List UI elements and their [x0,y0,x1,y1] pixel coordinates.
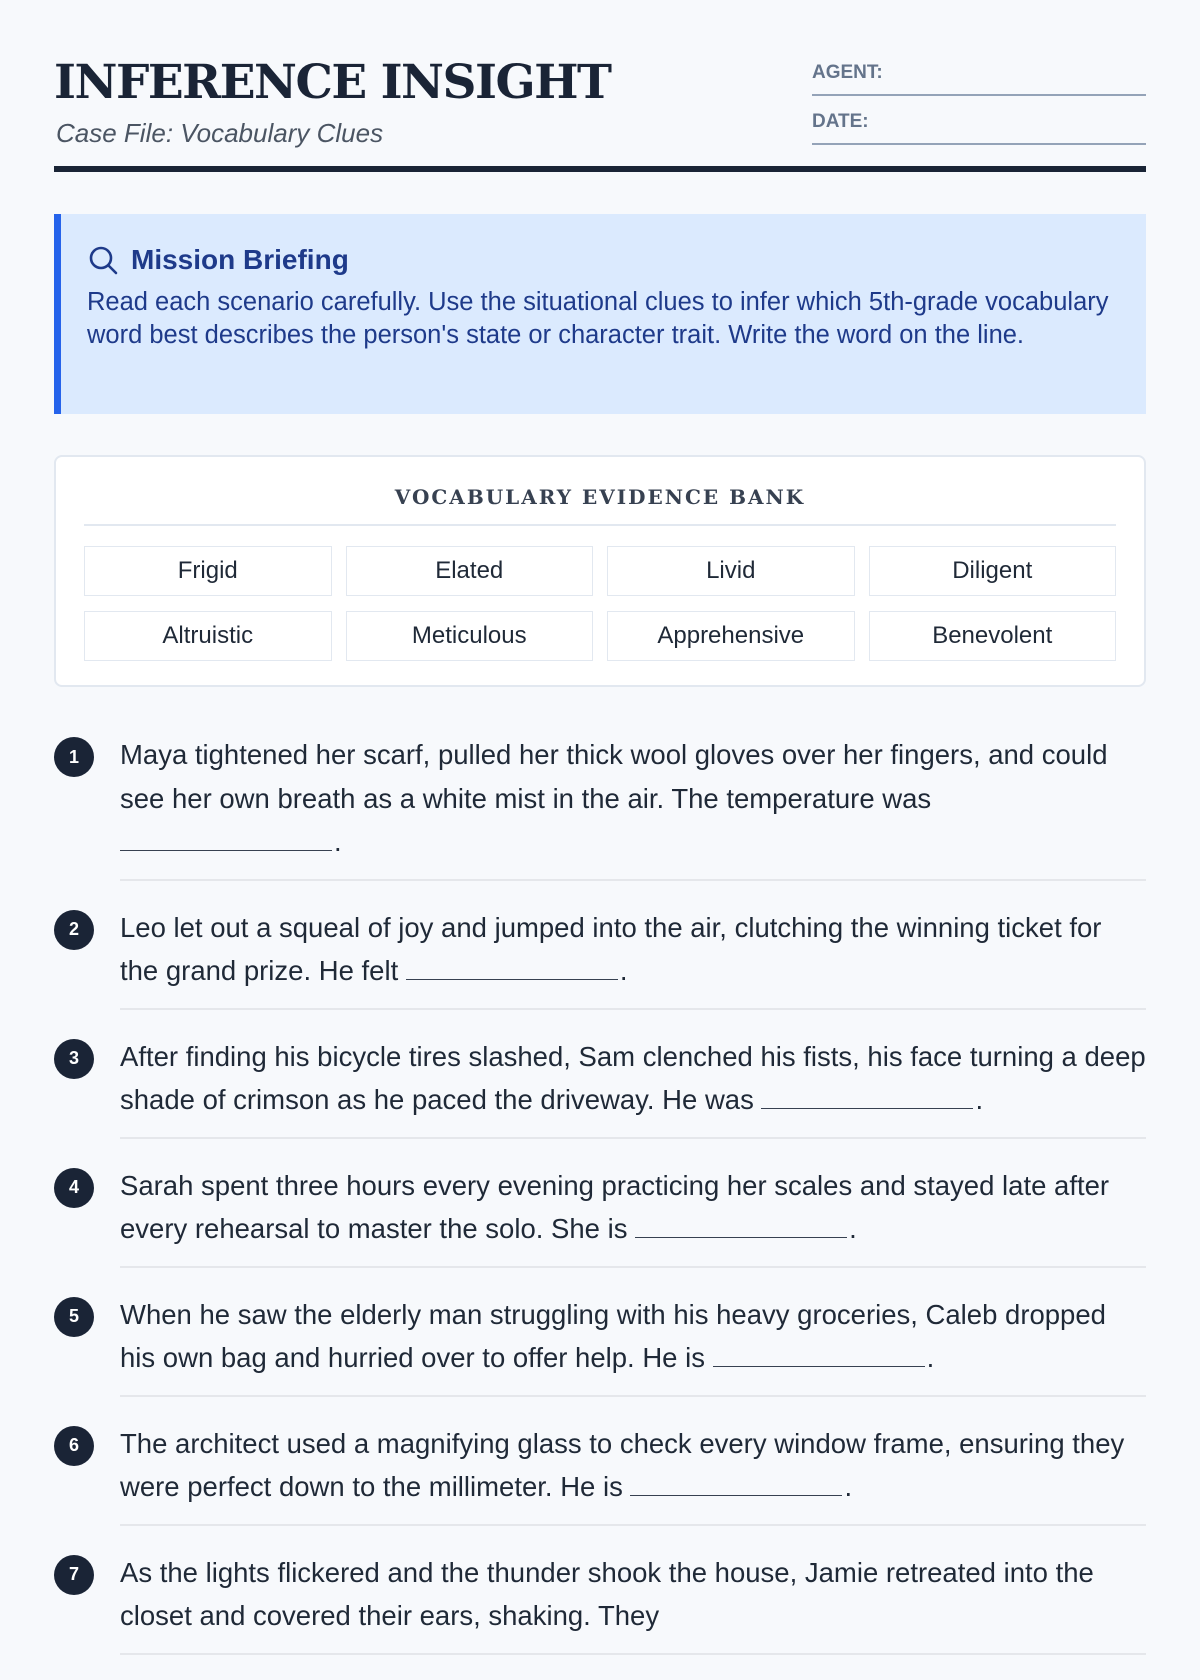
briefing-text: Read each scenario carefully. Use the situational clues to infer which 5th-grade vocabulary word best describes the person's state or character trait. Write the word on the line. [87,288,1109,349]
question-body [120,1422,1146,1526]
question-list [54,733,1146,1680]
vocabulary-word-grid [84,546,1116,661]
question-text: As the lights flickered and the thunder shook the house, Jamie retreated into the closet and covered their ears, shaking. They [120,1556,1094,1631]
briefing-title: Mission Briefing [131,244,349,275]
mission-briefing [54,214,1146,414]
question-number-badge: 4 [54,1168,94,1208]
question-body [120,1035,1146,1139]
vocabulary-word: Elated [346,546,594,596]
question-end: . [926,1342,935,1373]
vocabulary-word: Diligent [869,546,1117,596]
question-item [54,733,1146,906]
search-icon [87,244,119,276]
answer-blank[interactable] [635,1211,847,1238]
answer-blank[interactable] [761,1082,973,1109]
question-body [120,906,1146,1010]
question-number-badge: 1 [54,737,94,777]
vocabulary-word: Benevolent [869,611,1117,661]
question-text: When he saw the elderly man struggling with his heavy groceries, Caleb dropped his own bag and hurried over to offer help. He is [120,1298,1106,1373]
vocabulary-word: Frigid [84,546,332,596]
question-text: Maya tightened her scarf, pulled her thick wool gloves over her fingers, and could see her own breath as a white mist in the air. The temperature was [120,739,1108,814]
question-number-badge: 2 [54,910,94,950]
question-end: . [975,1084,984,1115]
vocabulary-bank-title: VOCABULARY EVIDENCE BANK [84,457,1116,526]
vocabulary-word: Altruistic [84,611,332,661]
date-label: DATE: [812,111,869,132]
vocabulary-word: Meticulous [346,611,594,661]
date-field[interactable] [812,109,1146,145]
question-text: Sarah spent three hours every evening practicing her scales and stayed late after every rehearsal to master the solo. She is [120,1169,1110,1244]
agent-label: AGENT: [812,62,883,83]
question-end: . [844,1471,853,1502]
question-number-badge: 5 [54,1297,94,1337]
vocabulary-word: Livid [607,546,855,596]
question-number-badge: 7 [54,1555,94,1595]
question-item [54,1164,1146,1293]
answer-blank[interactable] [630,1469,842,1496]
question-item [54,1035,1146,1164]
question-item [54,1293,1146,1422]
briefing-heading [87,240,1116,280]
question-end: . [334,826,342,857]
answer-blank[interactable] [713,1340,925,1367]
question-body [120,1293,1146,1397]
answer-blank[interactable] [406,953,618,980]
header-divider [54,166,1146,172]
question-item [54,1422,1146,1551]
worksheet-subtitle: Case File: Vocabulary Clues [56,118,384,148]
agent-field[interactable] [812,60,1146,96]
question-item [54,906,1146,1035]
question-body [120,1551,1146,1655]
question-end: . [849,1213,857,1244]
question-body [120,1164,1146,1268]
worksheet-title: INFERENCE INSIGHT [54,55,611,110]
answer-blank[interactable] [120,824,332,851]
vocabulary-bank [54,455,1146,687]
question-number-badge: 6 [54,1426,94,1466]
question-body [120,733,1146,881]
question-text: After finding his bicycle tires slashed, Sam clenched his fists, his face turning a deep shade of crimson as he paced the driveway. He was [120,1040,1146,1115]
question-text: The architect used a magnifying glass to check every window frame, ensuring they were perfect down to the millimeter. He is [120,1427,1125,1502]
question-text: Leo let out a squeal of joy and jumped into the air, clutching the winning ticket for the grand prize. He felt [120,911,1102,986]
vocabulary-word: Apprehensive [607,611,855,661]
question-end: . [619,955,628,986]
worksheet-header [54,0,1146,174]
question-number-badge: 3 [54,1039,94,1079]
question-item [54,1551,1146,1680]
agent-date-fields [812,60,1146,158]
